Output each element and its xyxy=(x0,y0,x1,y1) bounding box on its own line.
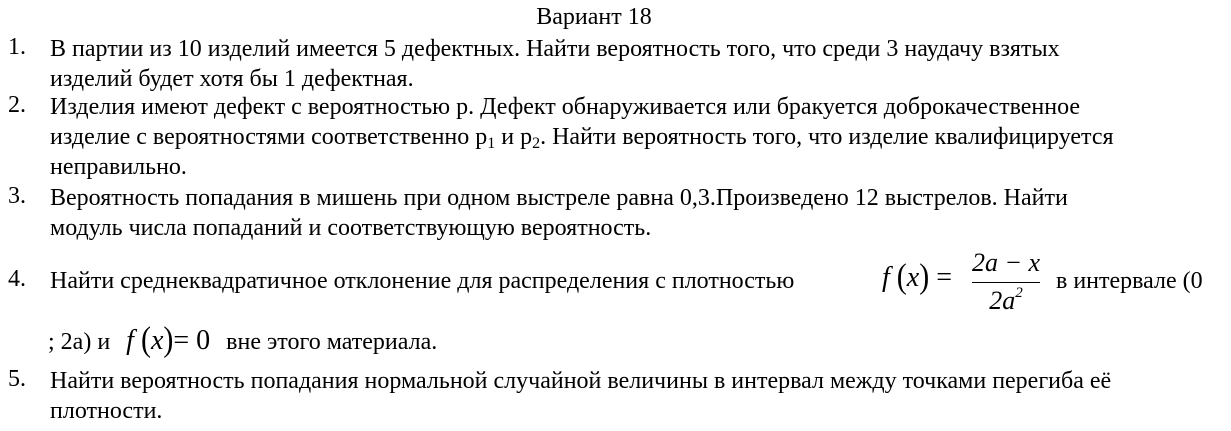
item-5-line-1: Найти вероятность попадания нормальной случайной величины в интервал между точками перегиба её xyxy=(50,368,1112,394)
item-4-line-1 xyxy=(50,266,1225,296)
item-number-4: 4. xyxy=(8,266,26,292)
item-3-line-1: Вероятность попадания в мишень при одном выстреле равна 0,3.Произведено 12 выстрелов. Найти xyxy=(50,185,1068,211)
item-1-line-2: изделий будет хотя бы 1 дефектная. xyxy=(50,66,414,92)
item-number-3: 3. xyxy=(8,183,26,209)
item-5 xyxy=(50,366,1225,426)
item-2-line-2-a: изделие с вероятностями соответственно p xyxy=(50,124,488,150)
subscript-2: 2 xyxy=(532,135,541,152)
item-4-line-2-b: вне этого материала. xyxy=(226,329,438,355)
item-1-line-1: В партии из 10 изделий имеется 5 дефектных. Найти вероятность того, что среди 3 наудачу взятых xyxy=(50,36,1060,62)
item-number-5: 5. xyxy=(8,366,26,392)
item-number-1: 1. xyxy=(8,34,26,60)
item-2-line-2 xyxy=(50,122,1225,152)
item-2 xyxy=(50,92,1225,182)
item-4-text-after: в интервале (0 xyxy=(1056,268,1203,294)
item-2-line-3: неправильно. xyxy=(50,154,187,180)
density-formula-fraction xyxy=(968,246,1044,319)
page-title: Вариант 18 xyxy=(536,4,652,30)
subscript-1: 1 xyxy=(487,135,496,152)
item-3 xyxy=(50,183,1225,243)
item-4-text-before: Найти среднеквадратичное отклонение для распределения с плотностью xyxy=(50,268,795,294)
fraction-denominator: $2a^2$ xyxy=(989,285,1023,315)
zero-formula: f (x)= 0 xyxy=(126,320,211,359)
item-3-line-2: модуль числа попаданий и соответствующую вероятность. xyxy=(50,215,652,241)
item-number-2: 2. xyxy=(8,92,26,118)
item-2-line-2-c: . Найти вероятность того, что изделие квалифицируется xyxy=(540,124,1114,150)
item-5-line-2: плотности. xyxy=(50,398,163,424)
item-2-line-2-b: и p xyxy=(495,124,533,150)
item-4-line-2 xyxy=(48,320,438,359)
fraction-numerator: 2a − x xyxy=(971,248,1041,277)
item-2-line-1: Изделия имеют дефект с вероятностью p. Дефект обнаруживается или бракуется доброкачественное xyxy=(50,94,1081,120)
density-formula-lhs: f (x) = xyxy=(882,257,953,296)
item-1 xyxy=(50,34,1225,94)
item-4-line-2-a: ; 2a) и xyxy=(48,329,111,355)
